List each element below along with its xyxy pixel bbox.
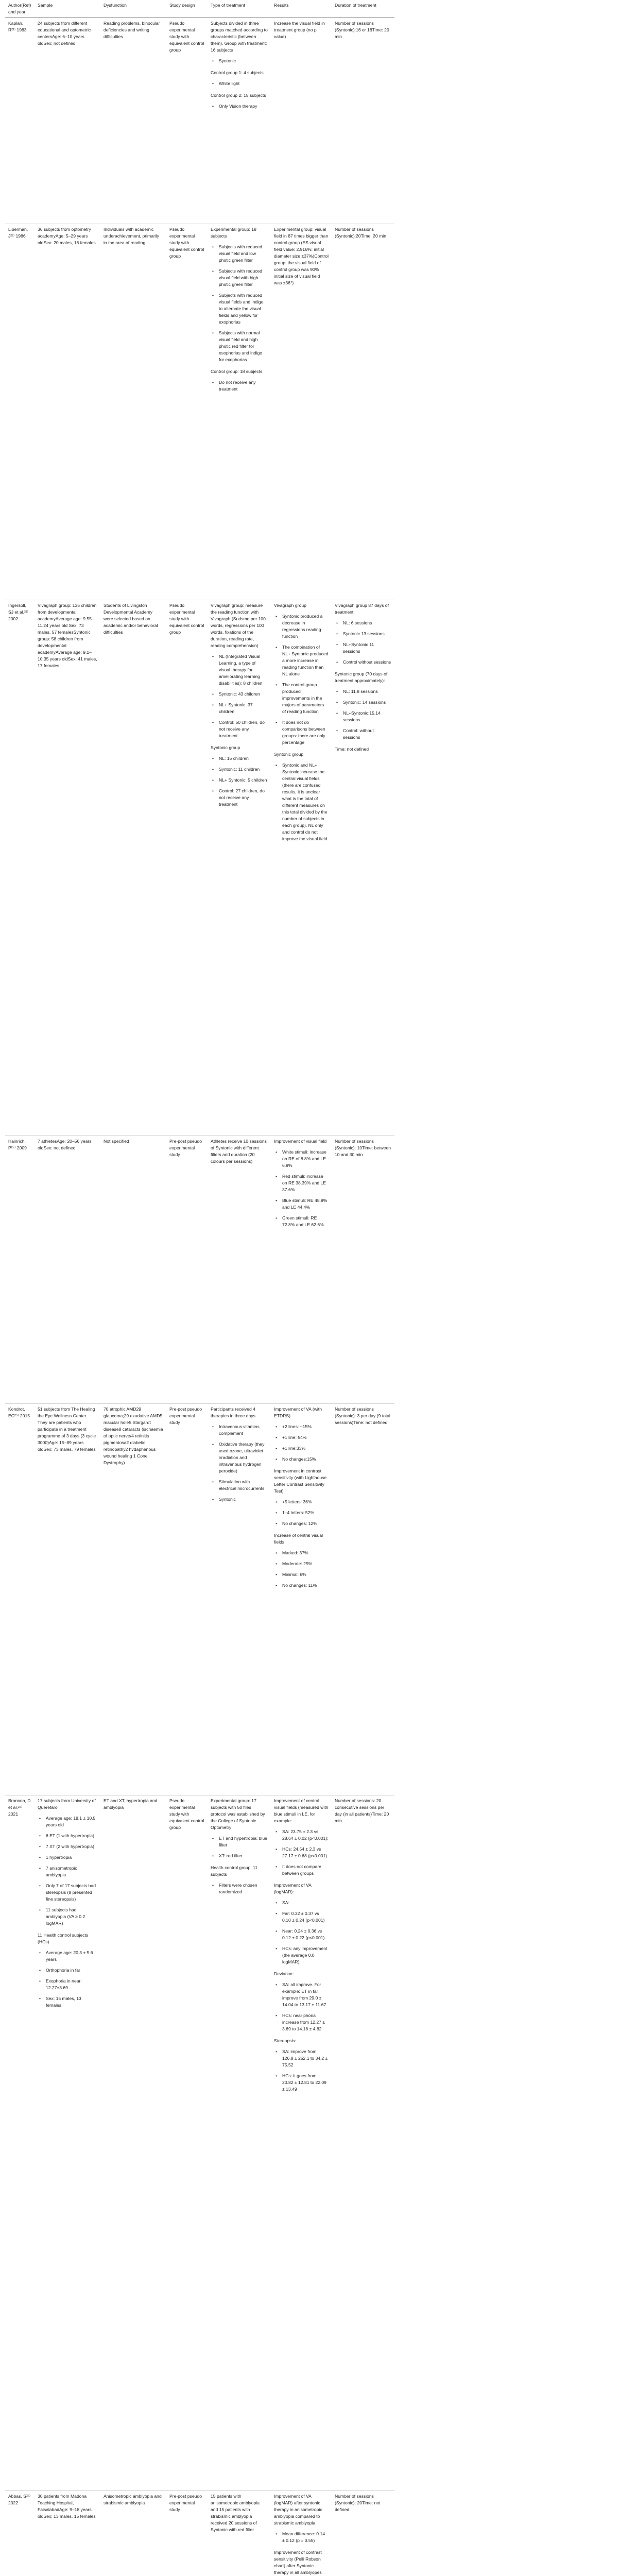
cell-text: Control group: 18 subjects: [211, 369, 263, 374]
list-item: • Exophoria in near: 12.27±3.69: [44, 1978, 97, 1991]
list-item: • +5 letters: 36%: [280, 1499, 329, 1505]
cell-text: Vivagraph group: [274, 603, 306, 608]
list-item: • No changes:15%: [280, 1456, 329, 1463]
cell-dysfunction: 70 atrophic AMD29 glaucoma;29 exudative AMD5 macular hole5 Stargardt disease8 cataracts (ischaemia of optic nerve/4 retinitis pigmentosa2 diabetic retinopathy2 hvdaphenous wound healing 1 Cone Dystrophy): [100, 1404, 166, 1795]
list-item: • NL: 15 children: [217, 755, 268, 762]
header-duration: Duration of treatment: [332, 0, 394, 18]
cell-sample: 51 subjects from The Healing the Eye Wellness Center. They are patients who participate in a treatment programme of 3 days (3 cycle 3000)Age: 15–89 years oldSex: 73 males, 79 females: [35, 1404, 100, 1795]
cell-text: Experimental group: 17 subjects with 50 files protocol was established by the College of Syntonic Optometry: [211, 1798, 265, 1830]
list-item: • Filters were chosen randomized: [217, 1882, 268, 1895]
cell-text: Improvement of VA (logMAR) after syntonic therapy in anisometropic amblyopia compared to strabismic amblyopia: [274, 2494, 322, 2526]
list-item: • White light: [217, 80, 268, 87]
cell-design: Pre-post pseudo experimental study: [166, 1404, 208, 1795]
list-item: • Only 7 of 17 subjects had stereopsis (8 presented fine stereopsis): [44, 1883, 97, 1903]
cell-results: [271, 1136, 332, 1404]
table-header: [5, 0, 597, 18]
cell-duration: Number of sessions (Syntonic):20Time: 20 min: [332, 224, 394, 600]
list-item: • SA: 23.75 ± 2.3 vs 28.64 ± 0.02 (p<0.001);: [280, 1828, 329, 1842]
list-item: • Near: 0.24 ± 0.36 vs 0.12 ± 0.22 (p<0.001): [280, 1928, 329, 1941]
list-item: • 1–4 letters: 52%: [280, 1510, 329, 1516]
cell-dysfunction: Students of Livingston Developmental Academy were selected based on academic and/or behavioral difficulties: [100, 600, 166, 1136]
table-row: [5, 1136, 597, 1404]
cell-dysfunction: Not specified: [100, 1136, 166, 1404]
list-item: • HCs: any improvement (the average 0.0 logMAR): [280, 1945, 329, 1965]
cell-design: Pseudo experimental study with equivalent control group: [166, 600, 208, 1136]
list-item: • It does not do comparisons between groups: there are only percentage: [280, 719, 329, 746]
list-item: • No changes: 12%: [280, 1520, 329, 1527]
studies-table: [5, 0, 597, 2576]
cell-sample: [35, 1795, 100, 2491]
list-item: • Oxidative therapy (they used ozone, ultraviolet irradiation and intravenous hydrogen peroxide): [217, 1441, 268, 1475]
cell-text: Syntonic group: [211, 745, 240, 750]
list-item: • 11 subjects had amblyopia (VA ≥ 0.2 logMAR): [44, 1907, 97, 1927]
list-item: • 7 XT (2 with hypertropia): [44, 1843, 97, 1850]
cell-results: Increase the visual field in treatment group (no p value): [271, 18, 332, 224]
header-author: Author(Ref) and year: [5, 0, 35, 18]
list-item: • Minimal: 6%: [280, 1571, 329, 1578]
cell-sample: 30 patients from Madona Teaching Hospital, FaisalabadAge: 9–18 years oldSex: 13 males, 15 females: [35, 2491, 100, 2576]
cell-duration: [332, 600, 394, 1136]
bullet-list: [211, 755, 268, 808]
cell-duration: Number of sessions (Syntonic): 10Time: between 10 and 30 min: [332, 1136, 394, 1404]
list-item: • HCs: 24.54 ± 2.3 vs 27.17 ± 0.68 (p<0.001): [280, 1846, 329, 1859]
list-item: • The control group produced improvements in the majors of parameters of reading function: [280, 682, 329, 715]
list-item: • XT: red filter: [217, 1853, 268, 1859]
list-item: • Syntonic produced a decrease in regressions reading function: [280, 613, 329, 640]
cell-author: Brannon, D et al.²⁶⁾ 2021: [5, 1795, 35, 2491]
list-item: • Orthophoria in far: [44, 1967, 97, 1974]
list-item: • Do not receive any treatment: [217, 379, 268, 393]
bullet-list: [274, 2048, 329, 2093]
cell-dysfunction: Individuals with academic underachievement, primarily in the area of reading: [100, 224, 166, 600]
cell-results: [271, 2491, 332, 2576]
cell-author: Ingersoll, SJ et al.²³⁾ 2002: [5, 600, 35, 1136]
list-item: • NL: 6 sessions: [341, 620, 391, 626]
cell-design: Pseudo experimental study with equivalent control group: [166, 1795, 208, 2491]
cell-duration: Number of sessions: 20 consecutive sessions per day (in all patients)Time: 20 min: [332, 1795, 394, 2491]
list-item: • Subjects with reduced visual field with high photic green filter: [217, 268, 268, 288]
cell-design: Pre-post pseudo experimental study: [166, 2491, 208, 2576]
cell-dysfunction: ET and XT, hypertropia and amblyopia: [100, 1795, 166, 2491]
cell-text: Improvement of central visual fields (measured with blue stimuli in LE, for example:: [274, 1798, 329, 1823]
cell-results: [271, 1404, 332, 1795]
list-item: • White stimuli: increase on RE of 8.8% and LE 6.9%: [280, 1149, 329, 1169]
list-item: • Only Vision therapy: [217, 103, 268, 110]
list-item: • NL: 11.8 sessions: [341, 688, 391, 695]
bullet-list: [274, 1981, 329, 2032]
cell-results: [271, 1795, 332, 2491]
list-item: • NL+Syntonic:15.14 sessions: [341, 710, 391, 723]
bullet-list: [211, 1882, 268, 1895]
cell-text: Increase of central visual fields: [274, 1533, 323, 1545]
cell-author: Kaplan, R²¹⁾ 1983: [5, 18, 35, 224]
list-item: • Green stimuli: RE 72.8% and LE 62.6%: [280, 1215, 329, 1228]
cell-treatment: [208, 1795, 271, 2491]
header-dysfunction: Dysfunction: [100, 0, 166, 18]
cell-text: 11 Health control subjects (HCs): [38, 1933, 89, 1944]
bullet-list: [38, 1950, 97, 2009]
bullet-list: [274, 1900, 329, 1965]
cell-text: Improvement of visual field: [274, 1139, 327, 1144]
cell-treatment: [208, 1404, 271, 1795]
cell-dysfunction: Anisometropic amblyopia and strabismic amblyopia: [100, 2491, 166, 2576]
list-item: • SA: improve from 126.8 ± 252.1 to 34.2 ± 75.52: [280, 2048, 329, 2069]
list-item: • Blue stimuli: RE 48.8% and LE 44.4%: [280, 1197, 329, 1211]
list-item: • Control: 50 children, do not receive any treatment: [217, 719, 268, 739]
list-item: • +2 lines: ~15%: [280, 1423, 329, 1430]
cell-sample: 24 subjects from different educational and optometric centersAge: 6–10 years oldSex: not defined: [35, 18, 100, 224]
cell-text: Athletes receive 10 sessions of Syntonic with different filters and duration (20 colours per sessions): [211, 1139, 267, 1164]
list-item: • The combination of NL+ Syntonic produced a more increase in reading function than NL alone: [280, 644, 329, 677]
cell-text: Syntonic group (70 days of treatment approximately):: [335, 671, 388, 683]
list-item: • Stimulation with electrical microcurrents: [217, 1479, 268, 1492]
header-type-of-treatment: Type of treatment: [208, 0, 271, 18]
cell-text: Control group 1: 4 subjects: [211, 70, 264, 75]
cell-sample: 36 subjects from optometry academyAge: 5–29 years oldSex: 20 males, 16 females: [35, 224, 100, 600]
cell-text: Deviation:: [274, 1971, 294, 1976]
list-item: • Sex: 15 males, 13 females: [44, 1995, 97, 2009]
list-item: • Control: without sessions: [341, 727, 391, 741]
cell-treatment: [208, 1136, 271, 1404]
cell-text: Control group 2: 15 subjects: [211, 93, 266, 98]
cell-duration: Number of sessions (Syntonic):16 or 18Time: 20 min: [332, 18, 394, 224]
cell-author: Hainrich, P²⁴⁾ 2009: [5, 1136, 35, 1404]
list-item: • Subjects with reduced visual fields and indigo to alternate the visual fields and yellow for exophorias: [217, 292, 268, 326]
bullet-list: [211, 653, 268, 739]
cell-dysfunction: Reading problems, binocular deficiencies and writing difficulties: [100, 18, 166, 224]
list-item: • SA:: [280, 1900, 329, 1906]
list-item: • 6 ET (1 with hypertropia): [44, 1833, 97, 1839]
cell-text: Improvement in contrast sensitivity (with Lighthouse Letter Contrast Sensitivity Test): [274, 1468, 327, 1494]
cell-author: Abbas, S²⁷⁾ 2022: [5, 2491, 35, 2576]
cell-text: Subjects divided in three groups matched according to characteristic (between them). Group with treatment: 16 subjects: [211, 21, 268, 53]
bullet-list: [335, 688, 391, 741]
list-item: • Syntonic and NL+ Syntonic increase the central visual fields (there are confused results, it is unclear what is the total of different measures on this total divided by the number of subjects in each group). NL only and control do not improve the visual field: [280, 762, 329, 842]
list-item: • NL (Integrated Visual Learning, a type of visual therapy for ameliorating learning disabilities): 8 children: [217, 653, 268, 687]
bullet-list: [211, 1835, 268, 1859]
cell-results: [271, 600, 332, 1136]
cell-author: Liberman, J²²⁾ 1986: [5, 224, 35, 600]
cell-text: Time: not defined: [335, 747, 369, 752]
bullet-list: [38, 1815, 97, 1927]
list-item: • Subjects with normal visual field and high photic red filter for esophorias and indigo for exophorias: [217, 330, 268, 363]
bullet-list: [211, 1423, 268, 1503]
bullet-list: [211, 244, 268, 363]
cell-sample: 7 athletesAge: 20–56 years oldSex: not defined: [35, 1136, 100, 1404]
table-row: [5, 1404, 597, 1795]
list-item: • HCs: near phoria increase from 12.27 ± 3.69 to 14.18 ± 4.82: [280, 2012, 329, 2032]
bullet-list: [274, 1499, 329, 1527]
bullet-list: [274, 1828, 329, 1877]
cell-design: Pseudo experimental study with equivalent control group: [166, 18, 208, 224]
list-item: • Far: 0.32 ± 0.37 vs 0.10 ± 0.24 (p<0.001): [280, 1910, 329, 1924]
bullet-list: [274, 2531, 329, 2544]
list-item: • Control without sessions: [341, 659, 391, 666]
list-item: • Syntonic: [217, 1496, 268, 1503]
header-study-design: Study design: [166, 0, 208, 18]
cell-text: Vivagraph group: measure the reading function with Vivagraph (Sudsmo per 100 words, regressions per 100 words, fixations of the duration, reading rate, reading comprehension): [211, 603, 266, 648]
table-row: [5, 600, 597, 1136]
cell-text: Vivagraph group 87 days of treatment:: [335, 603, 389, 615]
header-sample: Sample: [35, 0, 100, 18]
bullet-list: [211, 103, 268, 110]
cell-sample: Vivagraph group: 135 children from developmental academyAverage age: 9.55–11.24 years old Sex: 73 males, 57 femalesSyntonic group: 58 children from developmental academyAverage age: 9.1–10.35 years oldSex: 41 males, 17 females: [35, 600, 100, 1136]
bullet-list: [274, 1423, 329, 1463]
cell-text: Improvement of contrast sensitivity (Pelli Robson chart) after Syntonic therapy in all amblyopes: [274, 2550, 322, 2575]
cell-text: Experimental group: 18 subjects: [211, 227, 256, 239]
list-item: • Control: 27 children, do not receive any treatment: [217, 788, 268, 808]
list-item: • 7 anisometropic amblyopia: [44, 1865, 97, 1878]
bullet-list: [211, 379, 268, 393]
list-item: • NL+ Syntonic: 5 children: [217, 777, 268, 784]
list-item: • Syntonic 13 sessions: [341, 631, 391, 637]
header-row: [5, 0, 597, 18]
list-item: • Average age: 18.1 ± 10.5 years old: [44, 1815, 97, 1828]
cell-text: Improvement of VA (logMAR):: [274, 1883, 312, 1894]
list-item: • +1 line:33%: [280, 1445, 329, 1452]
cell-text: 17 subjects from University of Queretaro: [38, 1798, 96, 1810]
list-item: • Syntonic: [217, 58, 268, 64]
cell-results: Experimental group: visual field in 87 times bigger than control group (ES visual field value: 2.916%; initial diameter size ±37%)Control group: the visual field of control group was 90% initial size of visual field was ±36°): [271, 224, 332, 600]
list-item: • 1 hypertropia: [44, 1854, 97, 1861]
list-item: • +1 line: 54%: [280, 1434, 329, 1441]
table-row: [5, 18, 597, 224]
cell-text: Improvement of VA (with ETDRS): [274, 1406, 322, 1418]
list-item: • Subjects with reduced visual field and low photic green filter: [217, 244, 268, 264]
bullet-list: [335, 620, 391, 666]
list-item: • Red stimuli: increase on RE 38.39% and LE 37.6%: [280, 1173, 329, 1193]
cell-text: Syntonic group: [274, 752, 304, 757]
cell-design: Pseudo experimental study with equivalent control group: [166, 224, 208, 600]
bullet-list: [211, 58, 268, 64]
list-item: • Intravenous vitamins complement: [217, 1423, 268, 1437]
cell-treatment: [208, 600, 271, 1136]
list-item: • Moderate: 25%: [280, 1561, 329, 1567]
cell-text: Health control group: 11 subjects: [211, 1865, 258, 1877]
cell-treatment: [208, 2491, 271, 2576]
cell-text: 15 patients with anisometropic amblyopia and 15 patients with strabismic amblyopia received 20 sessions of Syntonic with red filter: [211, 2494, 260, 2532]
list-item: • Syntonic: 11 children: [217, 766, 268, 773]
list-item: • SA: all improve. For example: ET in far improve from 29.0 ± 14.04 to 13.17 ± 11.67: [280, 1981, 329, 2008]
header-results: Results: [271, 0, 332, 18]
list-item: • HCs: it goes from 20.82 ± 12.81 to 22.09 ± 13.49: [280, 2073, 329, 2093]
cell-text: Stereopsis:: [274, 2038, 296, 2043]
list-item: • ET and hypertropia: blue filter: [217, 1835, 268, 1849]
bullet-list: [274, 762, 329, 842]
table-row: [5, 224, 597, 600]
list-item: • Syntonic: 14 sessions: [341, 699, 391, 706]
cell-treatment: [208, 18, 271, 224]
list-item: • NL+Syntonic 11 sessions: [341, 641, 391, 655]
cell-duration: Number of sessions (Syntonic): 20Time: not defined: [332, 2491, 394, 2576]
bullet-list: [274, 1149, 329, 1228]
cell-duration: Number of sessions (Syntonic): 3 per day (9 total sessions)Time: not defined: [332, 1404, 394, 1795]
cell-design: Pre-post pseudo experimental study: [166, 1136, 208, 1404]
list-item: • Marked: 37%: [280, 1550, 329, 1556]
cell-treatment: [208, 224, 271, 600]
list-item: • It does not compare between groups: [280, 1863, 329, 1877]
list-item: • NL+ Syntonic: 37 children: [217, 702, 268, 715]
cell-text: Participants received 4 therapies in three days: [211, 1406, 255, 1418]
list-item: • Average age: 20.3 ± 5.6 years: [44, 1950, 97, 1963]
bullet-list: [274, 613, 329, 746]
list-item: • Mean difference: 0.14 ± 0.12 (p = 0.55): [280, 2531, 329, 2544]
table-row: [5, 2491, 597, 2576]
list-item: • Syntonic: 43 children: [217, 691, 268, 698]
list-item: • No changes: 11%: [280, 1582, 329, 1589]
bullet-list: [274, 1550, 329, 1589]
table-row: [5, 1795, 597, 2491]
cell-author: Kondrot, EC²⁵⁾ 2015: [5, 1404, 35, 1795]
bullet-list: [211, 80, 268, 87]
